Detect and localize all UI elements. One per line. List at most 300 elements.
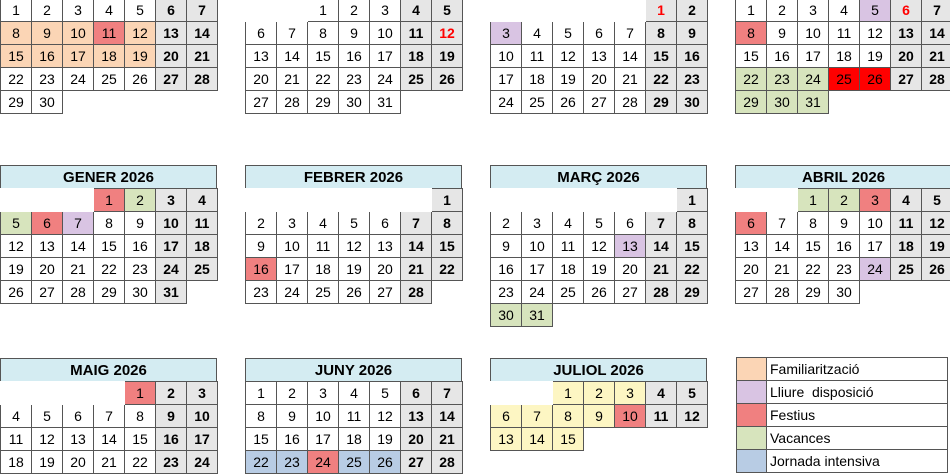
day-cell: 1 <box>432 189 463 212</box>
day-cell: 28 <box>432 451 463 474</box>
week-row <box>736 189 950 212</box>
legend-row <box>737 404 948 427</box>
day-cell: 16 <box>246 258 277 281</box>
day-cell: 5 <box>922 189 950 212</box>
day-cell: 17 <box>156 235 187 258</box>
week-row <box>246 68 463 91</box>
week-row <box>736 22 950 45</box>
day-cell: 15 <box>553 428 584 451</box>
day-cell: 22 <box>677 258 708 281</box>
day-cell: 7 <box>922 0 950 22</box>
day-cell: 18 <box>1 451 32 474</box>
day-cell: 2 <box>767 0 798 22</box>
day-cell: 4 <box>308 212 339 235</box>
day-cell: 6 <box>246 22 277 45</box>
day-cell: 14 <box>522 428 553 451</box>
day-cell: 4 <box>553 212 584 235</box>
day-cell: 5 <box>553 22 584 45</box>
day-cell: 17 <box>277 258 308 281</box>
day-cell: 2 <box>339 0 370 22</box>
week-row <box>1 91 218 114</box>
day-cell: 10 <box>63 22 94 45</box>
day-cell: 2 <box>677 0 708 22</box>
legend-label: Familiarització <box>767 358 948 381</box>
day-cell: 24 <box>187 451 218 474</box>
day-cell: 28 <box>63 281 94 304</box>
empty-cell <box>432 281 463 304</box>
day-cell: 21 <box>432 428 463 451</box>
day-cell: 8 <box>246 405 277 428</box>
day-cell: 21 <box>63 258 94 281</box>
month-title: ABRIL 2026 <box>735 165 950 188</box>
day-cell: 11 <box>94 22 125 45</box>
empty-cell <box>432 91 463 114</box>
week-row <box>246 451 463 474</box>
day-cell: 14 <box>187 22 218 45</box>
day-cell: 23 <box>246 281 277 304</box>
day-cell: 27 <box>246 91 277 114</box>
day-cell: 3 <box>156 189 187 212</box>
day-cell: 1 <box>553 382 584 405</box>
day-cell: 27 <box>156 68 187 91</box>
day-cell: 4 <box>829 0 860 22</box>
day-cell: 25 <box>339 451 370 474</box>
day-cell: 27 <box>736 281 767 304</box>
day-cell: 22 <box>736 68 767 91</box>
week-row <box>246 22 463 45</box>
day-cell: 23 <box>125 258 156 281</box>
day-cell: 15 <box>1 45 32 68</box>
day-cell: 15 <box>798 235 829 258</box>
empty-cell <box>829 91 860 114</box>
day-cell: 20 <box>370 258 401 281</box>
empty-cell <box>491 382 522 405</box>
empty-cell <box>584 189 615 212</box>
day-cell: 5 <box>1 212 32 235</box>
day-cell: 27 <box>615 281 646 304</box>
day-cell: 3 <box>187 382 218 405</box>
week-row <box>491 45 708 68</box>
day-cell: 2 <box>156 382 187 405</box>
day-cell: 12 <box>432 22 463 45</box>
legend-swatch-vacances <box>737 427 767 450</box>
day-cell: 26 <box>1 281 32 304</box>
day-cell: 25 <box>94 68 125 91</box>
day-cell: 7 <box>277 22 308 45</box>
day-cell: 21 <box>767 258 798 281</box>
day-cell: 18 <box>94 45 125 68</box>
week-row <box>1 451 218 474</box>
month-grid <box>490 381 708 451</box>
empty-cell <box>891 281 922 304</box>
day-cell: 26 <box>860 68 891 91</box>
day-cell: 15 <box>308 45 339 68</box>
empty-cell <box>491 0 522 22</box>
empty-cell <box>94 382 125 405</box>
day-cell: 20 <box>32 258 63 281</box>
day-cell: 3 <box>370 0 401 22</box>
day-cell: 26 <box>553 91 584 114</box>
empty-cell <box>401 189 432 212</box>
empty-cell <box>156 91 187 114</box>
day-cell: 12 <box>584 235 615 258</box>
day-cell: 24 <box>522 281 553 304</box>
month-grid <box>0 188 218 304</box>
week-row <box>1 382 218 405</box>
month-grid <box>245 381 463 474</box>
day-cell: 9 <box>277 405 308 428</box>
day-cell: 8 <box>432 212 463 235</box>
day-cell: 19 <box>125 45 156 68</box>
day-cell: 20 <box>246 68 277 91</box>
week-row <box>1 405 218 428</box>
day-cell: 16 <box>277 428 308 451</box>
empty-cell <box>615 304 646 327</box>
day-cell: 30 <box>829 281 860 304</box>
day-cell: 18 <box>522 68 553 91</box>
day-cell: 12 <box>677 405 708 428</box>
day-cell: 17 <box>187 428 218 451</box>
day-cell: 28 <box>646 281 677 304</box>
empty-cell <box>246 0 277 22</box>
day-cell: 6 <box>370 212 401 235</box>
day-cell: 17 <box>308 428 339 451</box>
day-cell: 15 <box>432 235 463 258</box>
legend-label: Lliure disposició <box>767 381 948 404</box>
day-cell: 14 <box>646 235 677 258</box>
empty-cell <box>401 91 432 114</box>
day-cell: 17 <box>798 45 829 68</box>
day-cell: 7 <box>63 212 94 235</box>
day-cell: 11 <box>891 212 922 235</box>
day-cell: 16 <box>156 428 187 451</box>
day-cell: 21 <box>615 68 646 91</box>
day-cell: 3 <box>277 212 308 235</box>
day-cell: 24 <box>860 258 891 281</box>
day-cell: 17 <box>860 235 891 258</box>
day-cell: 5 <box>32 405 63 428</box>
empty-cell <box>615 428 646 451</box>
day-cell: 14 <box>922 22 950 45</box>
day-cell: 8 <box>553 405 584 428</box>
day-cell: 22 <box>94 258 125 281</box>
week-row <box>246 258 463 281</box>
empty-cell <box>491 189 522 212</box>
day-cell: 20 <box>736 258 767 281</box>
day-cell: 6 <box>32 212 63 235</box>
day-cell: 19 <box>370 428 401 451</box>
calendar-octubre <box>245 0 462 114</box>
day-cell: 10 <box>615 405 646 428</box>
month-grid <box>490 188 708 327</box>
week-row <box>246 235 463 258</box>
month-title: JULIOL 2026 <box>490 358 707 381</box>
week-row <box>246 91 463 114</box>
empty-cell <box>187 91 218 114</box>
month-grid <box>0 381 218 474</box>
day-cell: 20 <box>401 428 432 451</box>
day-cell: 6 <box>736 212 767 235</box>
day-cell: 2 <box>829 189 860 212</box>
month-grid <box>735 0 950 114</box>
week-row <box>491 212 708 235</box>
day-cell: 9 <box>32 22 63 45</box>
calendar-setembre <box>0 0 217 114</box>
day-cell: 22 <box>432 258 463 281</box>
week-row <box>491 235 708 258</box>
month-grid <box>0 0 218 114</box>
week-row <box>491 22 708 45</box>
day-cell: 9 <box>677 22 708 45</box>
day-cell: 13 <box>32 235 63 258</box>
day-cell: 25 <box>401 68 432 91</box>
day-cell: 17 <box>491 68 522 91</box>
day-cell: 8 <box>308 22 339 45</box>
empty-cell <box>615 0 646 22</box>
day-cell: 10 <box>308 405 339 428</box>
week-row <box>736 281 950 304</box>
day-cell: 30 <box>32 91 63 114</box>
day-cell: 26 <box>584 281 615 304</box>
day-cell: 14 <box>94 428 125 451</box>
day-cell: 10 <box>798 22 829 45</box>
day-cell: 10 <box>187 405 218 428</box>
week-row <box>1 68 218 91</box>
week-row <box>491 382 708 405</box>
day-cell: 2 <box>584 382 615 405</box>
day-cell: 9 <box>156 405 187 428</box>
day-cell: 9 <box>829 212 860 235</box>
empty-cell <box>246 189 277 212</box>
day-cell: 11 <box>553 235 584 258</box>
day-cell: 23 <box>277 451 308 474</box>
day-cell: 1 <box>798 189 829 212</box>
day-cell: 8 <box>798 212 829 235</box>
day-cell: 3 <box>63 0 94 22</box>
day-cell: 2 <box>125 189 156 212</box>
day-cell: 19 <box>553 68 584 91</box>
day-cell: 1 <box>646 0 677 22</box>
day-cell: 23 <box>767 68 798 91</box>
day-cell: 5 <box>584 212 615 235</box>
week-row <box>246 212 463 235</box>
day-cell: 28 <box>615 91 646 114</box>
day-cell: 13 <box>370 235 401 258</box>
day-cell: 8 <box>125 405 156 428</box>
day-cell: 5 <box>677 382 708 405</box>
day-cell: 27 <box>32 281 63 304</box>
day-cell: 3 <box>308 382 339 405</box>
day-cell: 23 <box>339 68 370 91</box>
day-cell: 21 <box>94 451 125 474</box>
empty-cell <box>125 91 156 114</box>
day-cell: 28 <box>922 68 950 91</box>
day-cell: 13 <box>615 235 646 258</box>
week-row <box>736 91 950 114</box>
week-row <box>1 235 218 258</box>
day-cell: 8 <box>736 22 767 45</box>
day-cell: 24 <box>63 68 94 91</box>
day-cell: 14 <box>615 45 646 68</box>
day-cell: 25 <box>891 258 922 281</box>
day-cell: 6 <box>156 0 187 22</box>
day-cell: 30 <box>339 91 370 114</box>
empty-cell <box>553 189 584 212</box>
day-cell: 19 <box>339 258 370 281</box>
legend-row <box>737 450 948 473</box>
day-cell: 25 <box>553 281 584 304</box>
empty-cell <box>94 91 125 114</box>
legend-label: Jornada intensiva <box>767 450 948 473</box>
empty-cell <box>646 189 677 212</box>
day-cell: 3 <box>860 189 891 212</box>
legend-label: Vacances <box>767 427 948 450</box>
day-cell: 15 <box>246 428 277 451</box>
day-cell: 6 <box>615 212 646 235</box>
empty-cell <box>63 382 94 405</box>
calendar-marc <box>490 165 707 327</box>
day-cell: 20 <box>156 45 187 68</box>
day-cell: 25 <box>829 68 860 91</box>
day-cell: 14 <box>277 45 308 68</box>
day-cell: 21 <box>277 68 308 91</box>
day-cell: 22 <box>646 68 677 91</box>
day-cell: 27 <box>891 68 922 91</box>
day-cell: 24 <box>798 68 829 91</box>
day-cell: 26 <box>125 68 156 91</box>
week-row <box>1 22 218 45</box>
legend-row <box>737 381 948 404</box>
day-cell: 28 <box>401 281 432 304</box>
week-row <box>491 304 708 327</box>
day-cell: 26 <box>432 68 463 91</box>
week-row <box>1 212 218 235</box>
calendar-maig <box>0 358 217 474</box>
empty-cell <box>646 428 677 451</box>
empty-cell <box>522 189 553 212</box>
day-cell: 20 <box>891 45 922 68</box>
empty-cell <box>308 189 339 212</box>
week-row <box>491 91 708 114</box>
week-row <box>1 189 218 212</box>
day-cell: 4 <box>646 382 677 405</box>
day-cell: 11 <box>1 428 32 451</box>
day-cell: 12 <box>370 405 401 428</box>
week-row <box>1 281 218 304</box>
empty-cell <box>677 428 708 451</box>
day-cell: 18 <box>308 258 339 281</box>
calendar-desembre <box>735 0 950 114</box>
day-cell: 11 <box>187 212 218 235</box>
day-cell: 15 <box>677 235 708 258</box>
day-cell: 5 <box>125 0 156 22</box>
day-cell: 6 <box>401 382 432 405</box>
week-row <box>491 258 708 281</box>
week-row <box>1 45 218 68</box>
day-cell: 23 <box>491 281 522 304</box>
day-cell: 13 <box>156 22 187 45</box>
day-cell: 12 <box>125 22 156 45</box>
day-cell: 1 <box>308 0 339 22</box>
day-cell: 7 <box>432 382 463 405</box>
day-cell: 6 <box>891 0 922 22</box>
day-cell: 9 <box>246 235 277 258</box>
week-row <box>491 0 708 22</box>
day-cell: 16 <box>125 235 156 258</box>
day-cell: 7 <box>646 212 677 235</box>
empty-cell <box>63 91 94 114</box>
legend-row <box>737 427 948 450</box>
week-row <box>736 68 950 91</box>
empty-cell <box>63 189 94 212</box>
month-title: GENER 2026 <box>0 165 217 188</box>
day-cell: 13 <box>401 405 432 428</box>
day-cell: 23 <box>677 68 708 91</box>
day-cell: 23 <box>156 451 187 474</box>
day-cell: 24 <box>277 281 308 304</box>
empty-cell <box>615 189 646 212</box>
empty-cell <box>1 382 32 405</box>
day-cell: 28 <box>767 281 798 304</box>
empty-cell <box>277 0 308 22</box>
legend-swatch-familiaritzacio <box>737 358 767 381</box>
day-cell: 22 <box>798 258 829 281</box>
day-cell: 14 <box>432 405 463 428</box>
calendar-gener <box>0 165 217 304</box>
day-cell: 30 <box>677 91 708 114</box>
day-cell: 21 <box>922 45 950 68</box>
day-cell: 29 <box>798 281 829 304</box>
calendar-juliol <box>490 358 707 451</box>
day-cell: 4 <box>187 189 218 212</box>
week-row <box>246 281 463 304</box>
day-cell: 12 <box>339 235 370 258</box>
day-cell: 30 <box>125 281 156 304</box>
day-cell: 21 <box>646 258 677 281</box>
day-cell: 26 <box>339 281 370 304</box>
empty-cell <box>922 91 950 114</box>
day-cell: 5 <box>432 0 463 22</box>
empty-cell <box>522 0 553 22</box>
week-row <box>1 0 218 22</box>
day-cell: 13 <box>736 235 767 258</box>
day-cell: 10 <box>277 235 308 258</box>
day-cell: 15 <box>646 45 677 68</box>
day-cell: 27 <box>370 281 401 304</box>
day-cell: 30 <box>767 91 798 114</box>
day-cell: 7 <box>401 212 432 235</box>
day-cell: 26 <box>370 451 401 474</box>
day-cell: 17 <box>370 45 401 68</box>
empty-cell <box>860 91 891 114</box>
day-cell: 2 <box>246 212 277 235</box>
day-cell: 11 <box>829 22 860 45</box>
day-cell: 22 <box>125 451 156 474</box>
day-cell: 23 <box>829 258 860 281</box>
day-cell: 7 <box>522 405 553 428</box>
week-row <box>491 68 708 91</box>
day-cell: 11 <box>339 405 370 428</box>
month-grid <box>245 0 463 114</box>
day-cell: 18 <box>829 45 860 68</box>
month-title: FEBRER 2026 <box>245 165 462 188</box>
day-cell: 7 <box>94 405 125 428</box>
day-cell: 12 <box>32 428 63 451</box>
empty-cell <box>767 189 798 212</box>
day-cell: 22 <box>246 451 277 474</box>
day-cell: 10 <box>491 45 522 68</box>
legend-swatch-lliure-disposicio <box>737 381 767 404</box>
